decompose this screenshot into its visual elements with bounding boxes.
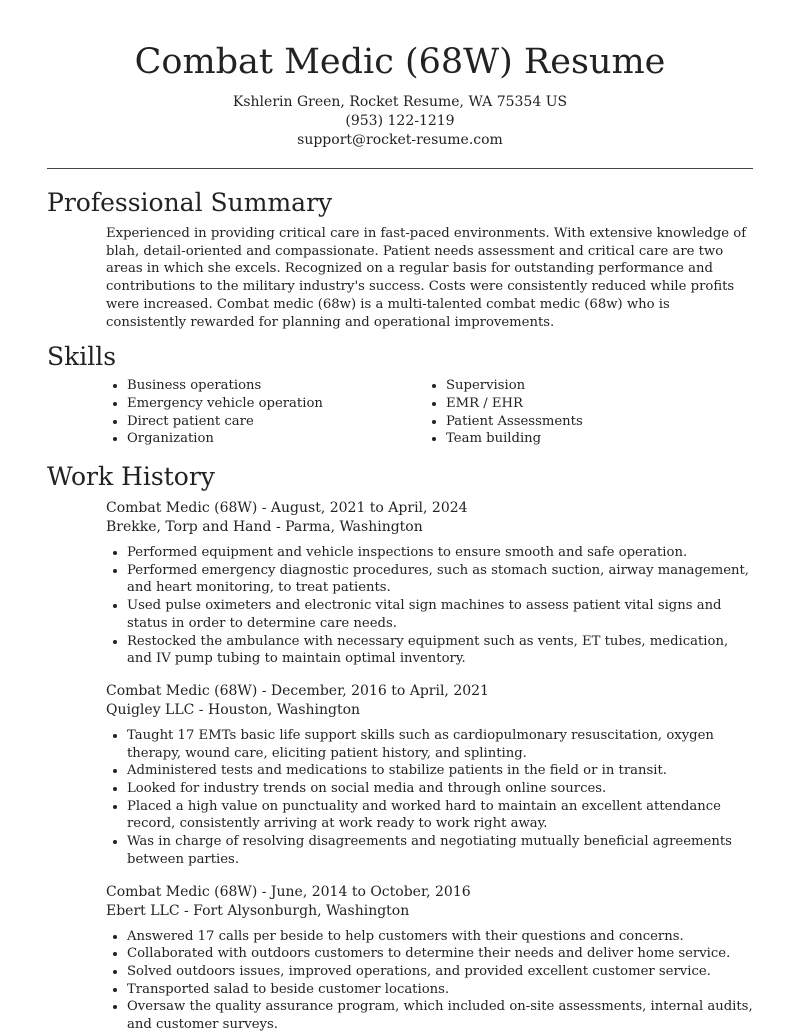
resume-title: Combat Medic (68W) Resume <box>134 42 666 82</box>
skills-column-right <box>425 377 744 448</box>
job-bullet: • Solved outdoors issues, improved operations, and provided excellent customer service. <box>127 963 753 981</box>
job-bullet: • Performed emergency diagnostic procedures, such as stomach suction, airway management, and heart monitoring, to treat patients. <box>127 562 753 597</box>
work-history-heading: Work History <box>47 462 215 492</box>
job-company: Brekke, Torp and Hand - Parma, Washington <box>106 519 423 536</box>
job-bullet: • Was in charge of resolving disagreements and negotiating mutually beneficial agreements between parties. <box>127 833 753 868</box>
skills-heading: Skills <box>47 342 117 372</box>
job-title: Combat Medic (68W) - June, 2014 to October, 2016 <box>106 883 471 900</box>
skill-item: • EMR / EHR <box>446 395 744 413</box>
job-bullet: • Transported salad to beside customer locations. <box>127 981 753 999</box>
job-bullet: • Taught 17 EMTs basic life support skills such as cardiopulmonary resuscitation, oxygen therapy, wound care, eliciting patient history, and splinting. <box>127 727 753 762</box>
job-bullet: • Performed equipment and vehicle inspections to ensure smooth and safe operation. <box>127 544 753 562</box>
job-title: Combat Medic (68W) - August, 2021 to April, 2024 <box>106 500 468 517</box>
job-bullet: • Answered 17 calls per beside to help customers with their questions and concerns. <box>127 928 753 946</box>
skill-item: • Emergency vehicle operation <box>127 395 425 413</box>
job-bullet: • Placed a high value on punctuality and worked hard to maintain an excellent attendance record, consistently arriving at work ready to work right away. <box>127 798 753 833</box>
skills-list <box>106 377 800 448</box>
job-bullet: • Administered tests and medications to stabilize patients in the field or in transit. <box>127 762 753 780</box>
job-company: Quigley LLC - Houston, Washington <box>106 701 361 718</box>
skill-item: • Business operations <box>127 377 425 395</box>
job-bullets <box>106 727 753 869</box>
job-bullet: • Collaborated with outdoors customers to determine their needs and deliver home service. <box>127 945 753 963</box>
contact-address: Kshlerin Green, Rocket Resume, WA 75354 US <box>232 94 568 110</box>
job-entry <box>106 883 800 1034</box>
job-title: Combat Medic (68W) - December, 2016 to April, 2021 <box>106 682 489 699</box>
skills-column-left <box>106 377 425 448</box>
job-bullets <box>106 928 753 1034</box>
summary-heading: Professional Summary <box>47 188 333 217</box>
job-bullet: • Looked for industry trends on social media and through online sources. <box>127 780 753 798</box>
contact-phone: (953) 122-1219 <box>345 113 455 129</box>
skill-item: • Direct patient care <box>127 413 425 431</box>
skill-item: • Team building <box>446 430 744 448</box>
header-divider <box>47 168 753 169</box>
job-bullet: • Used pulse oximeters and electronic vital sign machines to assess patient vital signs and status in order to determine care needs. <box>127 597 753 632</box>
skill-item: • Supervision <box>446 377 744 395</box>
job-entry <box>106 499 800 668</box>
contact-email: support@rocket-resume.com <box>297 132 503 148</box>
summary-text: Experienced in providing critical care in fast-paced environments. With extensive knowledge of blah, detail-oriented and compassionate. Patient needs assessment and critical care are two areas in which she excels. Recognized on a regular basis for outstanding performance and contributions to the military industry's success. Costs were consistently reduced while profits were increased. Combat medic (68w) is a multi-talented combat medic (68w) who is consistently rewarded for planning and operational improvements. <box>106 226 747 330</box>
job-bullets <box>106 544 753 668</box>
skill-item: • Organization <box>127 430 425 448</box>
contact-block <box>0 93 800 150</box>
job-bullet: • Restocked the ambulance with necessary equipment such as vents, ET tubes, medication, and IV pump tubing to maintain optimal inventory. <box>127 633 753 668</box>
skill-item: • Patient Assessments <box>446 413 744 431</box>
job-company: Ebert LLC - Fort Alysonburgh, Washington <box>106 902 410 919</box>
job-entry <box>106 682 800 869</box>
job-bullet: • Oversaw the quality assurance program, which included on-site assessments, internal audits, and customer surveys. <box>127 998 753 1033</box>
